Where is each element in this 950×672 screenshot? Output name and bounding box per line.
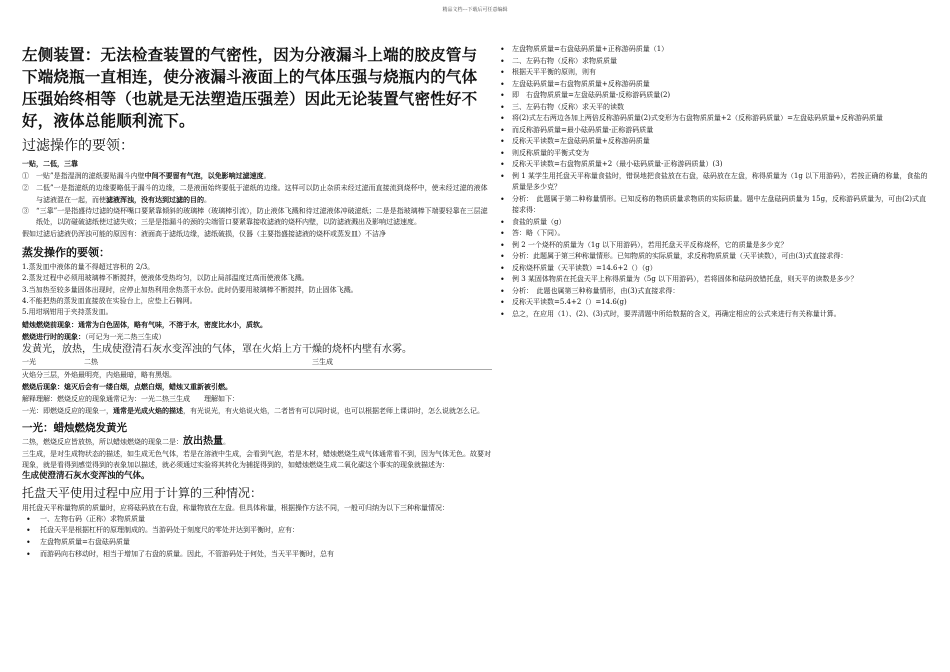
label-light: 一光 xyxy=(22,358,36,367)
list-item: • 而反称游码质量=最小砝码质量-正称游码质量 xyxy=(500,125,930,137)
label-gen: 三生成 xyxy=(312,358,333,367)
right-column xyxy=(500,44,930,320)
list-item: • 三、左码右物（反称）求天平的读数 xyxy=(500,102,930,114)
explain-2: 一光：即燃烧反应的现象一，通常是光成火焰的描述，有光说光，有火焰说火焰，二者皆有可以同时说，也可以根据老师上课讲时，怎么说就怎么记。 xyxy=(22,406,484,416)
heat-line: 二热，燃烧反应皆放热，所以蜡烛燃烧的现象二是：放出热量。 xyxy=(22,436,230,448)
list-item: • 食盐的质量（g） xyxy=(500,217,930,229)
candle-before: 蜡烛燃烧前现象：通常为白色固体，略有气味，不溶于水，密度比水小，质软。 xyxy=(22,319,267,329)
list-item: • 左盘物质质量=右盘砝码质量+正称游码质量（1） xyxy=(500,44,930,56)
filter-summary: 一贴，二低，三靠 xyxy=(22,159,78,168)
candle-light-heading: 一光：蜡烛燃烧发黄光 xyxy=(22,422,127,435)
evap-item: 2.蒸发过程中必须用玻璃棒不断搅拌，使液体受热均匀，以防止局部温度过高而使液体飞溅。 xyxy=(22,274,309,283)
right-list xyxy=(500,44,930,320)
balance-list xyxy=(22,514,492,560)
list-item: • 左盘物质质量=右盘砝码质量 xyxy=(22,537,492,549)
list-item: • 根据天平平衡的原则，则有 xyxy=(500,67,930,79)
flame-line: 火焰分三层，外焰最明亮，内焰最暗，略有黑烟。 xyxy=(22,371,176,380)
evap-item: 4.不能把热的蒸发皿直接放在实验台上，应垫上石棉网。 xyxy=(22,296,197,305)
evap-item: 1.蒸发皿中液体的量不得超过容积的 2/3。 xyxy=(22,263,155,272)
list-item: • 将(2)式左右两边各加上两倍反称游码质量(2)式变形为右盘物质质量+2（反称游码质量）=左盘砝码质量+反称游码质量 xyxy=(500,113,930,125)
list-item: • 反称烧杯质量（天平读数）=14.6+2（）（g） xyxy=(500,263,930,275)
explain-1: 解释理解：燃烧反应的现象通常记为：一光二热三生成 理解如下： xyxy=(22,394,239,403)
list-item: • 一、左物右码（正称）求物质质量 xyxy=(22,514,492,526)
list-item: • 左盘砝码质量=右盘物质质量+反称游码质量 xyxy=(500,79,930,91)
list-item: • 答：略（下同）。 xyxy=(500,228,930,240)
list-item: • 总之，在应用（1）、(2)、(3)式时，要弄清题中所给数据的含义，再确定相应的公式来进行有关称量计算。 xyxy=(500,309,930,321)
list-item: • 反称天平读数=5.4+2（）=14.6(g) xyxy=(500,297,930,309)
list-item: • 反称天平读数=左盘砝码质量+反称游码质量 xyxy=(500,136,930,148)
filter-item-1: ① 一贴”是指湿润的滤纸要贴漏斗内壁中间不要留有气泡，以免影响过滤速度。 xyxy=(22,171,271,181)
list-item: • 分析： 此题属于第二种称量情形。已知反称的物质质量求物质的实际质量。题中左盘砝码质量为 15g，反称游码质量为，可由(2)式直接求得： xyxy=(500,194,930,217)
list-item: • 托盘天平是根据杠杆的原理制成的。当游码处于刻度尺的零处并达到平衡时，应有： xyxy=(22,525,492,537)
list-item: • 例 3 某固体物质在托盘天平上称得质量为（5g 以下用游码），若将固体和砝码放错托盘，则天平的读数是多少？ xyxy=(500,274,930,286)
evaporation-heading: 蒸发操作的要领： xyxy=(22,246,110,260)
list-item: • 例 2 一个烧杯的质量为（1g 以下用游码），若用托盘天平反称烧杯，它的质量是多少克？ xyxy=(500,240,930,252)
candle-during-main: 发黄光，放热，生成使澄清石灰水变浑浊的气体，罩在火焰上方干燥的烧杯内壁有水雾。 xyxy=(22,344,412,356)
list-item: • 而游码向右移动时，相当于增加了右盘的质量。因此，不管游码处于何处，当天平平衡时，总有 xyxy=(22,549,492,561)
evap-item: 3.当加热至较多量固体出现时，应停止加热利用余热蒸干水份。此时仍要用玻璃棒不断搅拌，防止固体飞溅。 xyxy=(22,285,358,294)
filter-heading: 过滤操作的要领： xyxy=(22,138,134,154)
candle-after: 燃烧后现象：熄灭后会有一缕白烟，点燃白烟，蜡烛又重新被引燃。 xyxy=(22,382,232,392)
list-item: • 即 右盘物质质量=左盘砝码质量-反称游码质量(2) xyxy=(500,90,930,102)
intro-paragraph: 左侧装置：无法检查装置的气密性，因为分液漏斗上端的胶皮管与下端烧瓶一直相连，使分液漏斗液面上的气体压强与烧瓶内的气体压强始终相等（也就是无法塑造压强差）因此无论装置气密性好不好，液体总能顺利流下。 xyxy=(22,46,478,130)
list-item: • 例 1 某学生用托盘天平称量食盐时，错误地把食盐放在右盘，砝码放在左盘，称得质量为（1g 以下用游码），若按正确的称量，食盐的质量是多少克？ xyxy=(500,171,930,194)
list-item: • 则反称质量的平衡式变为 xyxy=(500,148,930,160)
evap-item: 5.用坩埚钳用于夹持蒸发皿。 xyxy=(22,308,113,317)
balance-heading: 托盘天平使用过程中应用于计算的三种情况： xyxy=(22,485,263,500)
generation-line: 三生成，是对生成物状态的描述，如生成无色气体，若是在溶液中生成，会看到气泡，若是木材，蜡烛燃烧生成气体通常看不到，因为气体无色。故要对现象，就是看得到感觉得到的表象加以描述，就必须通过实验将其转化为捕捉得到的，如蜡烛燃烧生成二氧化碳这个事实的现象就描述为： xyxy=(22,449,491,469)
list-item: • 分析： 此题也属第三种称量情形，由(3)式直接求得： xyxy=(500,286,930,298)
list-item: • 反称天平读数=右盘物质质量+2（最小砝码质量-正称游码质量）(3) xyxy=(500,159,930,171)
label-heat: 二热 xyxy=(84,358,98,367)
list-item: • 二、左码右物（反称）求物质质量 xyxy=(500,56,930,68)
underline-labels xyxy=(22,357,492,370)
balance-intro: 用托盘天平称量物质的质量时，应将砝码放在右盘，称量物放在左盘。但具体称量，根据操作方法不同，一般可归纳为以下三种称量情况： xyxy=(22,503,449,512)
page-header: 精品文档---下载后可任意编辑 xyxy=(442,7,508,13)
generation-bold: 生成使澄清石灰水变浑浊的气体。 xyxy=(22,471,150,482)
filter-item-2: ② 二低”一是指滤纸的边缘要略低于漏斗的边缘，二是液面始终要低于滤纸的边缘。这样可以防止杂质未经过滤而直接流到烧杯中，使未经过滤的液体与滤液混在一起，而使滤液浑浊，没有达到过滤的目的。 xyxy=(22,183,488,204)
filter-item-3: ③ “三靠”一是指盛待过滤的烧杯嘴口要紧靠倾斜的玻璃棒（玻璃棒引流），防止液体飞溅和待过滤液体冲破滤纸；二是是指玻璃棒下端要轻靠在三层滤纸处，以防碰破滤纸使过滤失败；三是是指漏斗的颈的尖端管口要紧靠接收滤液的烧杯内壁，以防滤液溅出及影响过滤速度。 xyxy=(22,207,488,227)
candle-during-label: 燃烧进行时的现象：（可记为一光二热三生成） xyxy=(22,331,166,341)
left-column xyxy=(22,44,492,560)
filter-failure-reasons: 假如过滤后滤液仍浑浊可能的原因有：液面高于滤纸边缘，滤纸破损，仪器（主要指盛接滤液的烧杯或蒸发皿）不洁净 xyxy=(22,229,386,238)
list-item: • 分析：此题属于第三种称量情形。已知物质的实际质量，求反称物质质量（天平读数），可由(3)式直接求得： xyxy=(500,251,930,263)
